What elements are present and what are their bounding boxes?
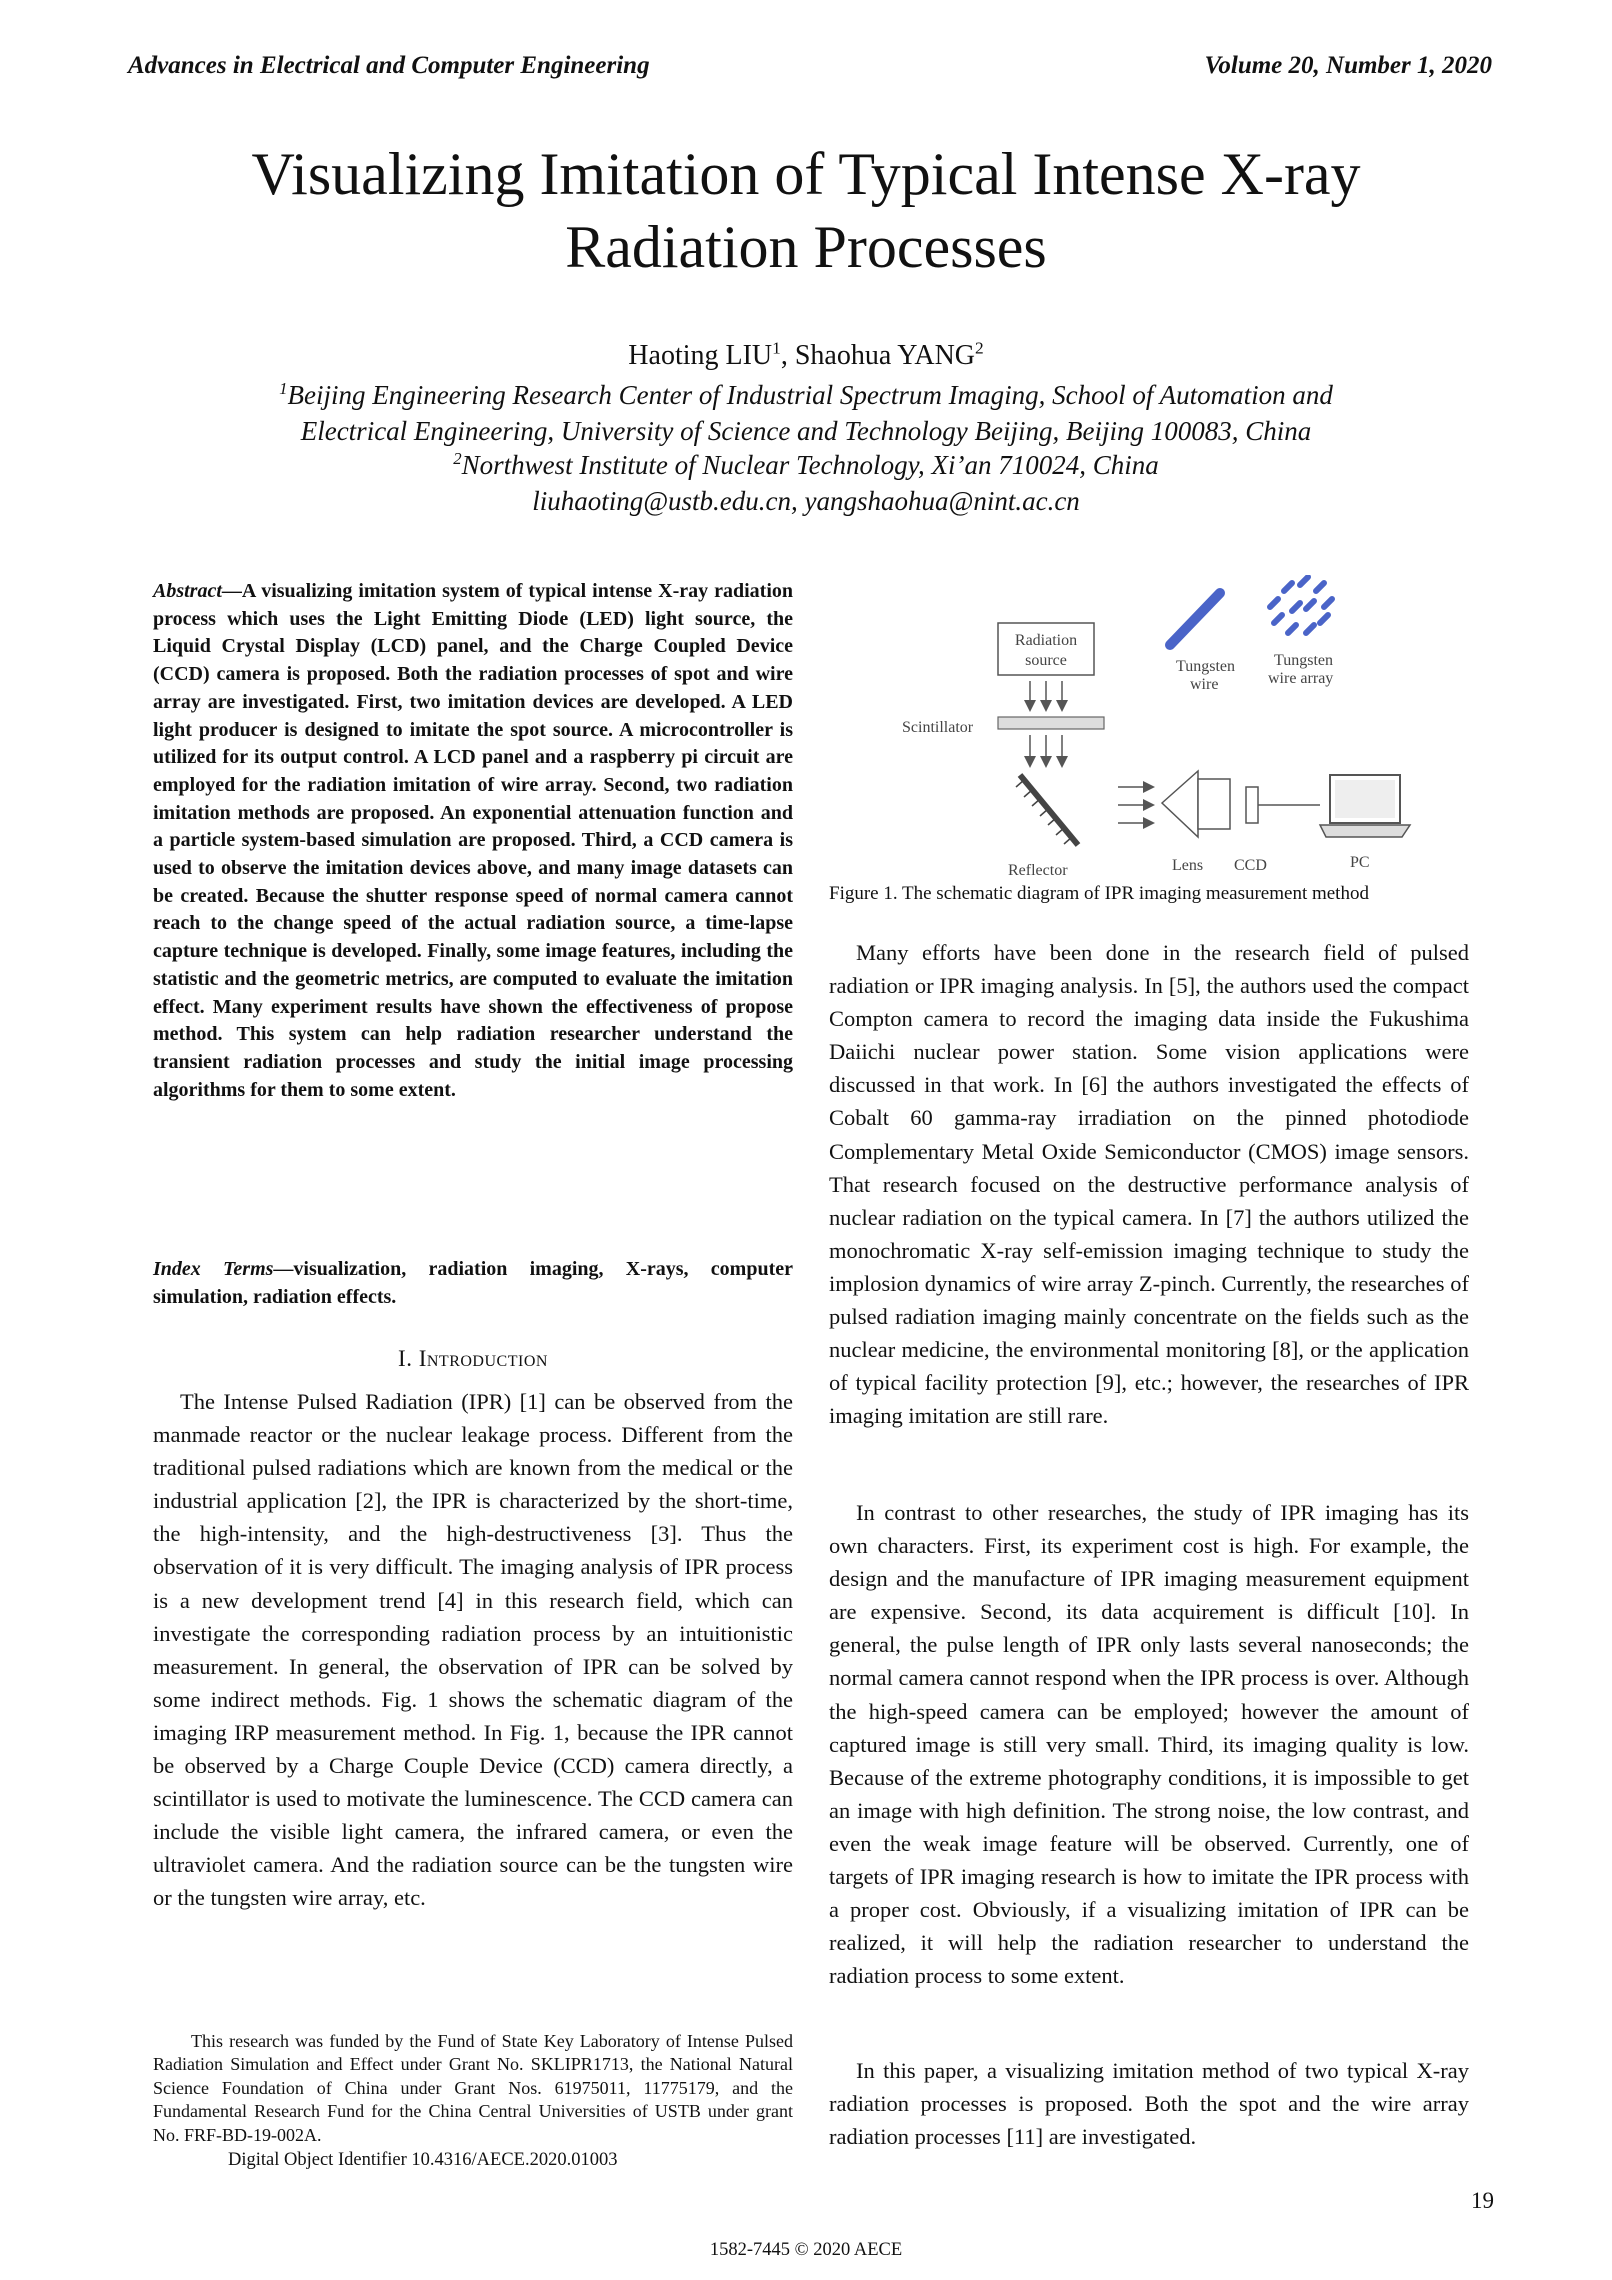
scintillator-plate: [998, 717, 1104, 729]
affiliation-1-cont: Electrical Engineering, University of Science and Technology Beijing, Beijing 100083, China: [300, 416, 1312, 446]
funding-footnote: This research was funded by the Fund of State Key Laboratory of Intense Pulsed Radiation Simulation and Effect under Grant No. SKLIPR1713, the National Natural Science Foundation of China under Grant Nos. 61975011, 11775179, and the Fundamental Research Fund for the China Central Universities of USTB under grant No. FRF-BD-19-002A.: [153, 2031, 793, 2145]
label-wire: wire: [1190, 676, 1219, 693]
figure-caption: Figure 1. The schematic diagram of IPR imaging measurement method: [829, 883, 1369, 904]
abstract-lead: Abstract: [153, 580, 222, 602]
label-radiation: Radiation: [1014, 632, 1078, 649]
label-wire-array: wire array: [1268, 670, 1334, 687]
affiliation-1: [130, 380, 1482, 411]
index-terms-text: —visualization, radiation imaging, X-rays, computer simulation, radiation effects.: [153, 1258, 793, 1308]
affiliation-mark: 1: [279, 379, 288, 398]
body-paragraph: In this paper, a visualizing imitation method of two typical X-ray radiation processes is proposed. Both the spot and the wire array radiation processes [11] are investigated.: [829, 2058, 1469, 2150]
affiliation-text: Northwest Institute of Nuclear Technology, Xi’an 710024, China: [461, 450, 1159, 480]
author-emails: liuhaoting@ustb.edu.cn, yangshaohua@nint.ac.cn: [532, 486, 1080, 516]
paper-title: Visualizing Imitation of Typical Intense X-ray Radiation Processes: [251, 141, 1361, 280]
author-name: Haoting LIU: [628, 340, 773, 371]
body-paragraph: Many efforts have been done in the research field of pulsed radiation or IPR imaging analysis. In [5], the authors used the compact Compton camera to record the imaging data inside the Fukushima Daiichi nuclear power station. Some vision applications were discussed in that work. In [6] the authors investigated the effects of Cobalt 60 gamma-ray irradiation on the pinned photodiode Complementary Metal Oxide Semiconductor (CMOS) image sensors. That research focused on the destructive performance analysis of nuclear radiation on the typical camera. In [7] the authors utilized the monochromatic X-ray self-emission imaging technique to study the implosion dynamics of wire array Z-pinch. Currently, the researches of pulsed radiation imaging mainly concentrate on the fields such as the nuclear medicine, the environmental monitoring [8], or the application of typical facility protection [9], etc.; however, the researches of IPR imaging imitation are still rare.: [829, 940, 1469, 1429]
label-source: source: [1025, 652, 1067, 669]
issn-copyright: 1582-7445 © 2020 AECE: [709, 2240, 903, 2260]
body-paragraph: In contrast to other researches, the study of IPR imaging has its own characters. First, its experiment cost is high. For example, the design and the manufacture of IPR imaging measurement equipment are expensive. Second, its data acquirement is difficult [10]. In general, the pulse length of IPR only lasts several nanoseconds; the normal camera cannot respond when the IPR process is over. Although the high-speed camera can be employed; however the amount of captured image is still very small. Third, its imaging quality is low. Because of the extreme photography conditions, it is impossible to get an image with high definition. The strong noise, the low contrast, and even the weak image feature will be observed. Currently, one of targets of IPR imaging research is how to imitate the IPR process with a proper cost. Obviously, if a visualizing imitation of IPR can be realized, it will help the radiation researcher to understand the radiation process to some extent.: [829, 1500, 1469, 1989]
label-reflector: Reflector: [1008, 862, 1068, 879]
label-ccd: CCD: [1234, 857, 1267, 874]
volume-info: Volume 20, Number 1, 2020: [1204, 52, 1492, 79]
label-tungsten-1: Tungsten: [1176, 658, 1235, 675]
lens-shape: [1162, 771, 1198, 837]
author-separator: ,: [780, 340, 795, 371]
intro-paragraph: The Intense Pulsed Radiation (IPR) [1] can be observed from the manmade reactor or the nuclear leakage process. Different from the traditional pulsed radiations which are known from the medical or the industrial application [2], the IPR is characterized by the short-time, the high-intensity, and the high-destructiveness [3]. Thus the observation of it is very difficult. The imaging analysis of IPR process is a new development trend [4] in this research field, which can investigate the corresponding radiation process by an intuitionistic measurement. In general, the observation of IPR can be solved by some indirect methods. Fig. 1 shows the schematic diagram of the imaging IRP measurement method. In Fig. 1, because the IPR cannot be observed by a Charge Couple Device (CCD) camera directly, a scintillator is used to motivate the luminescence. The CCD camera can include the visible light camera, the infrared camera, or even the ultraviolet camera. And the radiation source can be the tungsten wire or the tungsten wire array, etc.: [153, 1389, 793, 1911]
figure-schematic: [880, 575, 1440, 885]
section-numeral: I.: [398, 1346, 419, 1371]
ccd-sensor: [1246, 787, 1258, 823]
author-name: Shaohua YANG: [794, 340, 976, 371]
abstract: [153, 578, 793, 1104]
author-list: [130, 340, 1482, 372]
label-tungsten-2: Tungsten: [1274, 652, 1333, 669]
journal-name: Advances in Electrical and Computer Engineering: [128, 52, 650, 79]
tungsten-wire-icon: [1170, 593, 1220, 645]
label-lens: Lens: [1172, 857, 1204, 874]
abstract-text: —A visualizing imitation system of typical intense X-ray radiation process which uses the Light Emitting Diode (LED) light source, the Liquid Crystal Display (LCD) panel, and the Charge Coupled Device (CCD) camera is proposed. Both the radiation processes of spot and wire array are investigated. First, two imitation devices are developed. A LED light producer is designed to imitate the spot source. A microcontroller is utilized for its output control. A LCD panel and a raspberry pi circuit are employed for the radiation imitation of wire array. Second, two radiation imitation methods are proposed. An exponential attenuation function and a particle system-based simulation are proposed. Third, a CCD camera is used to observe the imitation devices above, and many image datasets can be created. Because the shutter response speed of normal camera cannot reach to the change speed of the actual radiation source, a time-lapse capture technique is developed. Finally, some image features, including the statistic and the geometric metrics, are computed to evaluate the imitation effect. Many experiment results have shown the effectiveness of propose method. This system can help radiation researcher understand the transient radiation processes and study the initial image processing algorithms for them to some extent.: [153, 580, 793, 1101]
pc-base: [1320, 825, 1410, 837]
lens-barrel: [1198, 779, 1230, 829]
page-number: 19: [1471, 2188, 1494, 2213]
section-heading: [153, 1346, 793, 1372]
affiliation-mark: 2: [453, 449, 462, 468]
affiliation-text: Beijing Engineering Research Center of Industrial Spectrum Imaging, School of Automation and: [287, 380, 1333, 410]
index-terms: [153, 1256, 793, 1311]
doi: Digital Object Identifier 10.4316/AECE.2020.01003: [228, 2150, 618, 2170]
author-affiliation-mark: 1: [772, 338, 781, 358]
tungsten-wire-array-icon: [1270, 577, 1332, 633]
reflector-mirror: [1020, 775, 1078, 845]
affiliation-2: [130, 450, 1482, 481]
label-pc: PC: [1350, 854, 1370, 871]
section-title: Introduction: [418, 1346, 548, 1371]
label-scintillator: Scintillator: [902, 719, 974, 736]
author-affiliation-mark: 2: [975, 338, 984, 358]
index-terms-lead: Index Terms: [153, 1258, 274, 1280]
